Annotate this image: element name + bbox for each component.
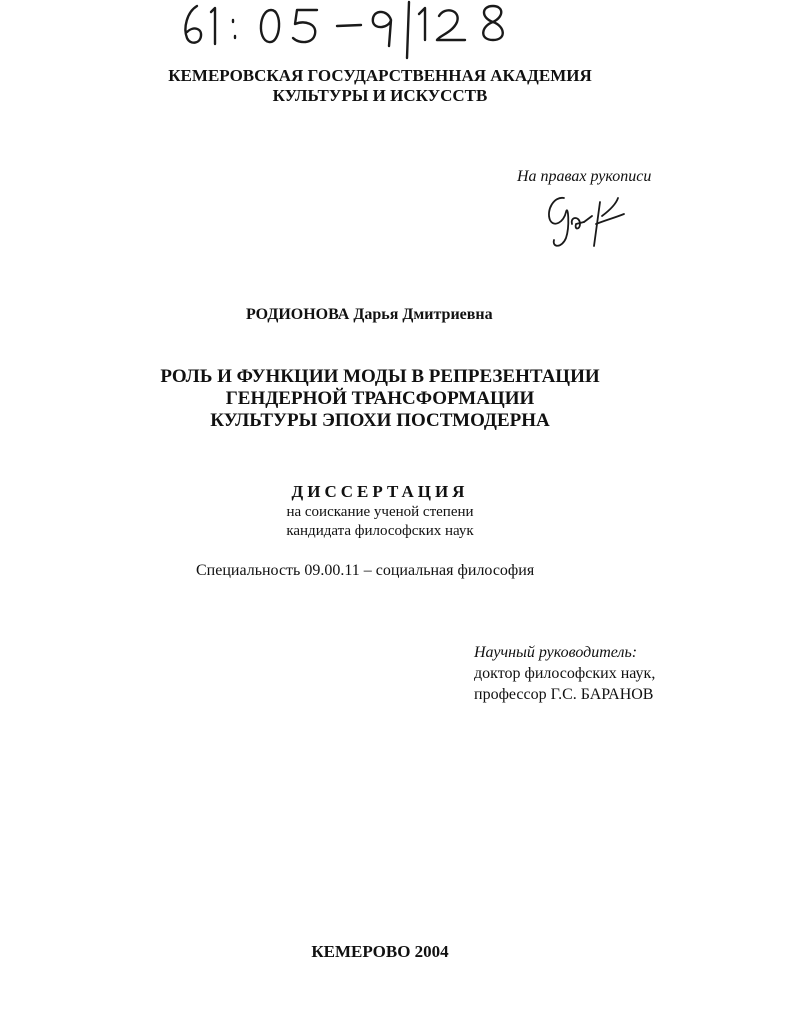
title-line-3: КУЛЬТУРЫ ЭПОХИ ПОСТМОДЕРНА bbox=[210, 410, 550, 431]
signature bbox=[540, 186, 640, 256]
institution-name bbox=[0, 66, 760, 106]
supervisor-degree: доктор философских наук, bbox=[474, 665, 656, 682]
supervisor-label: Научный руководитель: bbox=[474, 644, 638, 661]
handwritten-archive-number bbox=[175, 0, 515, 60]
specialty: Специальность 09.00.11 – социальная философия bbox=[196, 562, 535, 579]
dissertation-title bbox=[0, 366, 760, 432]
degree-description bbox=[0, 503, 760, 541]
degree-line-1: на соискание ученой степени bbox=[286, 504, 474, 520]
city-year: КЕМЕРОВО 2004 bbox=[311, 942, 449, 961]
institution-line-2: КУЛЬТУРЫ И ИСКУССТВ bbox=[272, 86, 488, 105]
handwritten-archive-number-drawing bbox=[175, 0, 515, 60]
title-line-1: РОЛЬ И ФУНКЦИИ МОДЫ В РЕПРЕЗЕНТАЦИИ bbox=[160, 366, 600, 387]
supervisor-block bbox=[474, 642, 655, 705]
manuscript-rights-note: На правах рукописи bbox=[517, 168, 652, 185]
title-line-2: ГЕНДЕРНОЙ ТРАНСФОРМАЦИИ bbox=[225, 388, 535, 409]
degree-line-2: кандидата философских наук bbox=[286, 523, 474, 539]
document-type: ДИССЕРТАЦИЯ bbox=[291, 482, 469, 501]
supervisor-name: профессор Г.С. БАРАНОВ bbox=[474, 686, 654, 703]
signature-drawing bbox=[540, 186, 640, 256]
institution-line-1: КЕМЕРОВСКАЯ ГОСУДАРСТВЕННАЯ АКАДЕМИЯ bbox=[168, 66, 592, 85]
author-name: РОДИОНОВА Дарья Дмитриевна bbox=[246, 306, 493, 323]
